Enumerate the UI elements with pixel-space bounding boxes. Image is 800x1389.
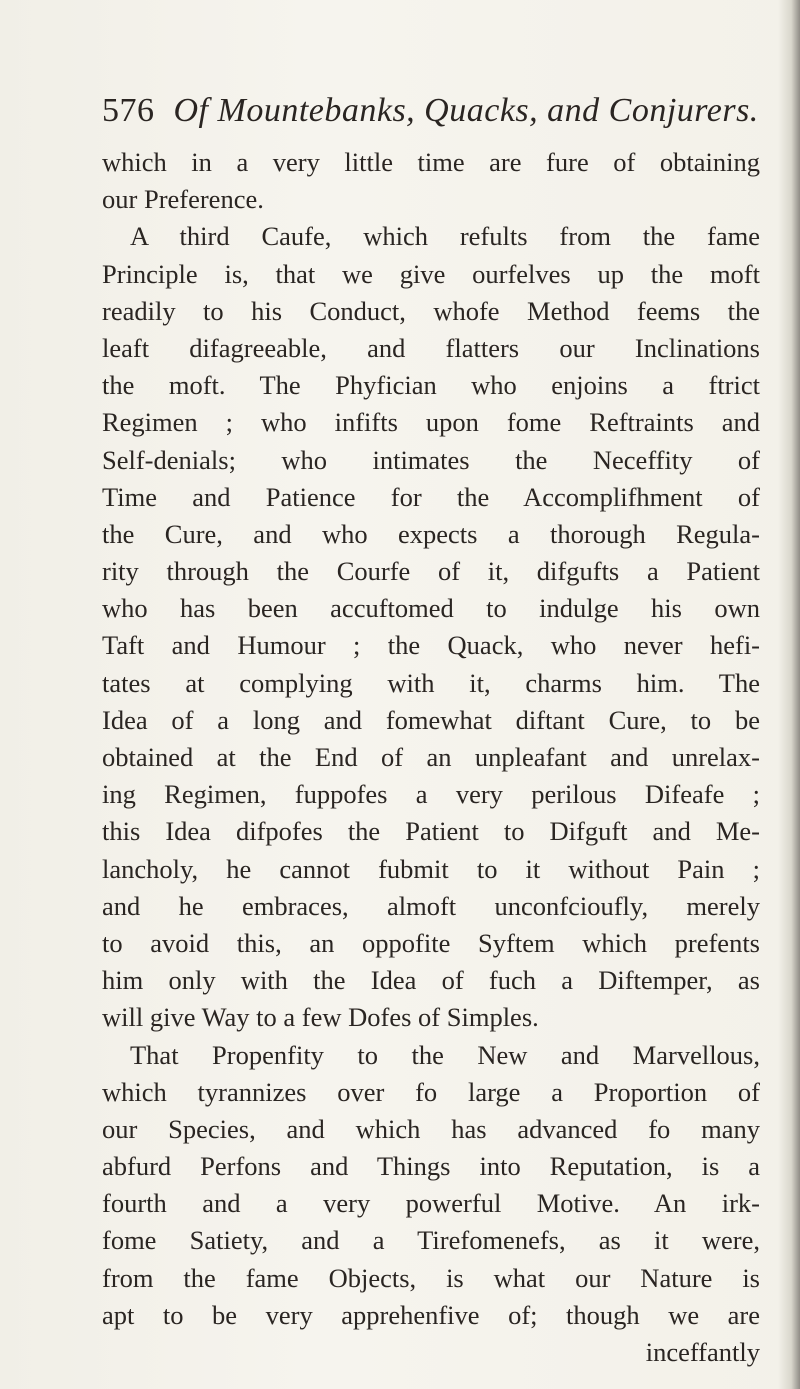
text-line: from the fame Objects, is what our Nature is	[102, 1262, 760, 1293]
text-line: Taft and Humour ; the Quack, who never hefi-	[102, 630, 760, 661]
text-line: which in a very little time are fure of obtaining	[102, 147, 760, 177]
text-line: rity through the Courfe of it, difgufts a Patient	[102, 556, 760, 587]
running-title: Of Mountebanks, Quacks, and Conjurers.	[173, 92, 759, 129]
text-line: fome Satiety, and a Tirefomenefs, as it were,	[102, 1225, 760, 1256]
text-line: and he embraces, almoft unconfcioufly, merely	[102, 890, 760, 921]
page-edge-shadow	[778, 0, 800, 1389]
page-number: 576	[102, 92, 155, 129]
text-line: lancholy, he cannot fubmit to it without Pain ;	[102, 853, 760, 884]
text-line: tates at complying with it, charms him. The	[102, 667, 760, 698]
text-line: which tyrannizes over fo large a Proportion of	[102, 1076, 760, 1107]
text-line: A third Caufe, which refults from the fame	[130, 221, 760, 252]
text-line: readily to his Conduct, whofe Method feems the	[102, 295, 760, 326]
text-line: That Propenfity to the New and Marvellous,	[130, 1039, 760, 1070]
text-line: obtained at the End of an unpleafant and unrelax-	[102, 742, 760, 772]
text-line: abfurd Perfons and Things into Reputation, is a	[102, 1151, 760, 1182]
running-header	[102, 92, 759, 130]
text-line: our Species, and which has advanced fo many	[102, 1113, 760, 1144]
text-line: Principle is, that we give ourfelves up the moft	[102, 258, 760, 289]
text-line: Time and Patience for the Accomplifhment of	[102, 481, 760, 512]
body-text	[102, 144, 760, 1371]
text-line: this Idea difpofes the Patient to Difguft and Me-	[102, 816, 760, 847]
text-line: will give Way to a few Dofes of Simples.	[102, 1002, 539, 1033]
text-line: Self-denials; who intimates the Neceffity of	[102, 444, 760, 475]
text-line: to avoid this, an oppofite Syftem which prefents	[102, 927, 760, 958]
text-line: leaft difagreeable, and flatters our Inclinations	[102, 332, 760, 363]
text-line: the moft. The Phyfician who enjoins a ftrict	[102, 370, 760, 401]
text-line: Regimen ; who infifts upon fome Reftraints and	[102, 407, 760, 438]
text-line: inceffantly	[645, 1337, 760, 1367]
text-line: ing Regimen, fuppofes a very perilous Difeafe ;	[102, 779, 760, 810]
text-line: our Preference.	[102, 184, 264, 215]
text-line: Idea of a long and fomewhat diftant Cure, to be	[102, 704, 760, 735]
text-line: him only with the Idea of fuch a Diftemper, as	[102, 965, 760, 996]
text-line: the Cure, and who expects a thorough Regula-	[102, 518, 760, 549]
text-line: who has been accuftomed to indulge his own	[102, 593, 760, 624]
text-line: apt to be very apprehenfive of; though we are	[102, 1299, 760, 1330]
text-line: fourth and a very powerful Motive. An irk-	[102, 1188, 760, 1219]
